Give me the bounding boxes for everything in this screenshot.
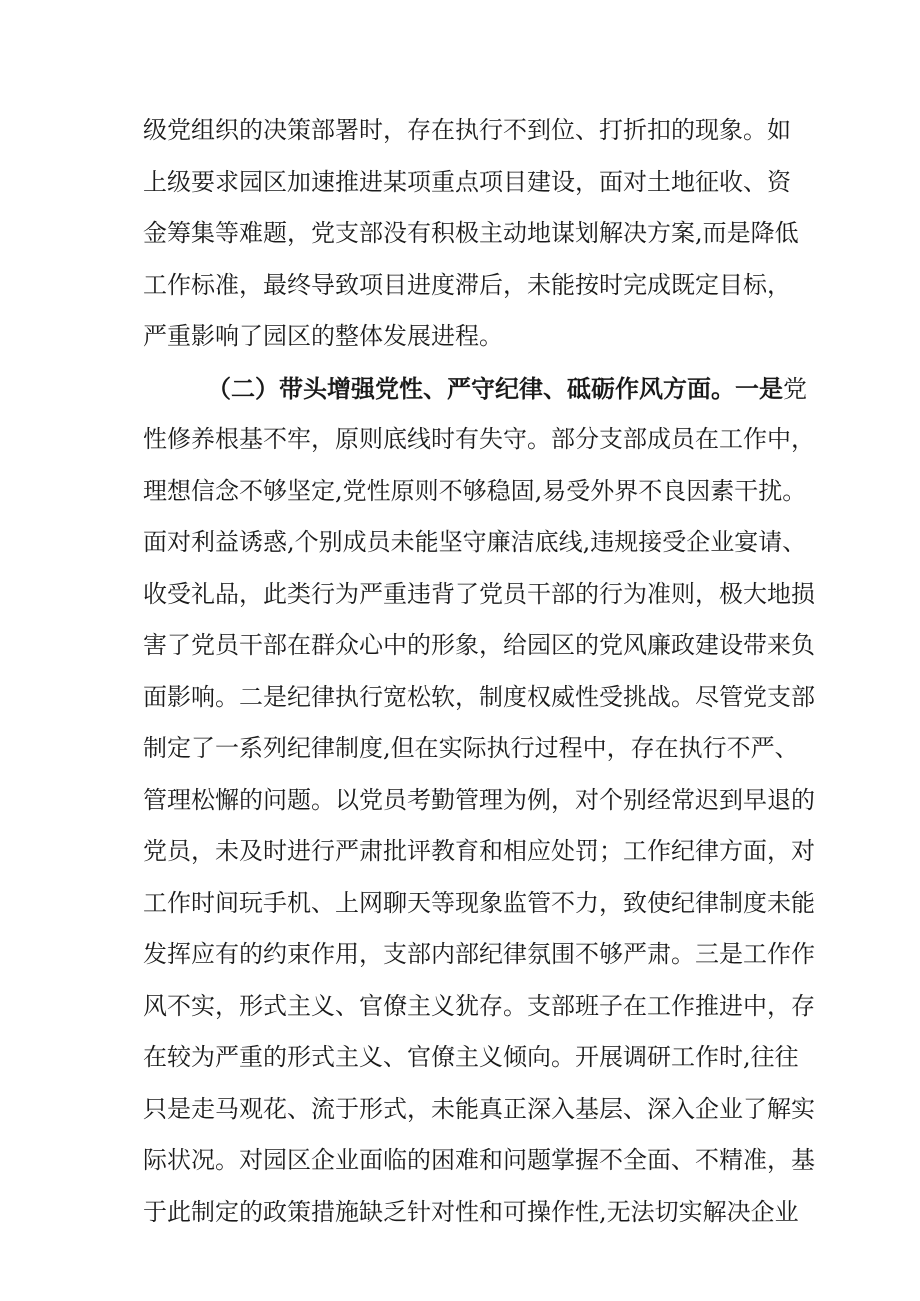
section-heading: （二）带头增强党性、严守纪律、砥砺作风方面。一是 [207,373,783,403]
text-line: 面对利益诱惑,个别成员未能坚守廉洁底线,违规接受企业宴请、 [143,528,807,556]
text-line: 收受礼品，此类行为严重违背了党员干部的行为准则，极大地损 [143,579,815,608]
text-line: 发挥应有的约束作用，支部内部纪律氛围不够严肃。三是工作作 [143,940,815,968]
text-line: 工作标准，最终导致项目进度滞后，未能按时完成既定目标， [143,270,791,299]
text-line: 害了党员干部在群众心中的形象，给园区的党风廉政建设带来负 [143,631,815,659]
text-line: 党员，未及时进行严肃批评教育和相应处罚；工作纪律方面，对 [143,837,815,865]
text-line: 只是走马观花、流于形式，未能真正深入基层、深入企业了解实 [143,1094,815,1123]
text-line: 面影响。二是纪律执行宽松软，制度权威性受挑战。尽管党支部 [143,682,815,711]
document-body [143,105,815,1238]
text-line: 风不实，形式主义、官僚主义犹存。支部班子在工作推进中，存 [143,991,815,1020]
text-line: 管理松懈的问题。以党员考勤管理为例，对个别经常迟到早退的 [143,785,815,814]
text-line: 性修养根基不牢，原则底线时有失守。部分支部成员在工作中， [143,425,815,453]
text-fragment: 党 [783,374,807,403]
text-line: 工作时间玩手机、上网聊天等现象监管不力，致使纪律制度未能 [143,888,815,917]
text-line: 级党组织的决策部署时，存在执行不到位、打折扣的现象。如 [143,116,791,144]
text-line: 在较为严重的形式主义、官僚主义倾向。开展调研工作时,往往 [143,1043,799,1071]
text-line: 严重影响了园区的整体发展进程。 [143,322,503,350]
text-line: 上级要求园区加速推进某项重点项目建设，面对土地征收、资 [143,167,791,196]
section-heading-line [143,363,807,415]
text-line: 金筹集等难题，党支部没有积极主动地谋划解决方案,而是降低 [143,219,799,247]
text-line: 于此制定的政策措施缺乏针对性和可操作性,无法切实解决企业 [143,1197,799,1226]
text-line: 际状况。对园区企业面临的困难和问题掌握不全面、不精准，基 [143,1146,815,1174]
text-line: 理想信念不够坚定,党性原则不够稳固,易受外界不良因素干扰。 [143,476,807,505]
text-line: 制定了一系列纪律制度,但在实际执行过程中，存在执行不严、 [143,734,799,762]
